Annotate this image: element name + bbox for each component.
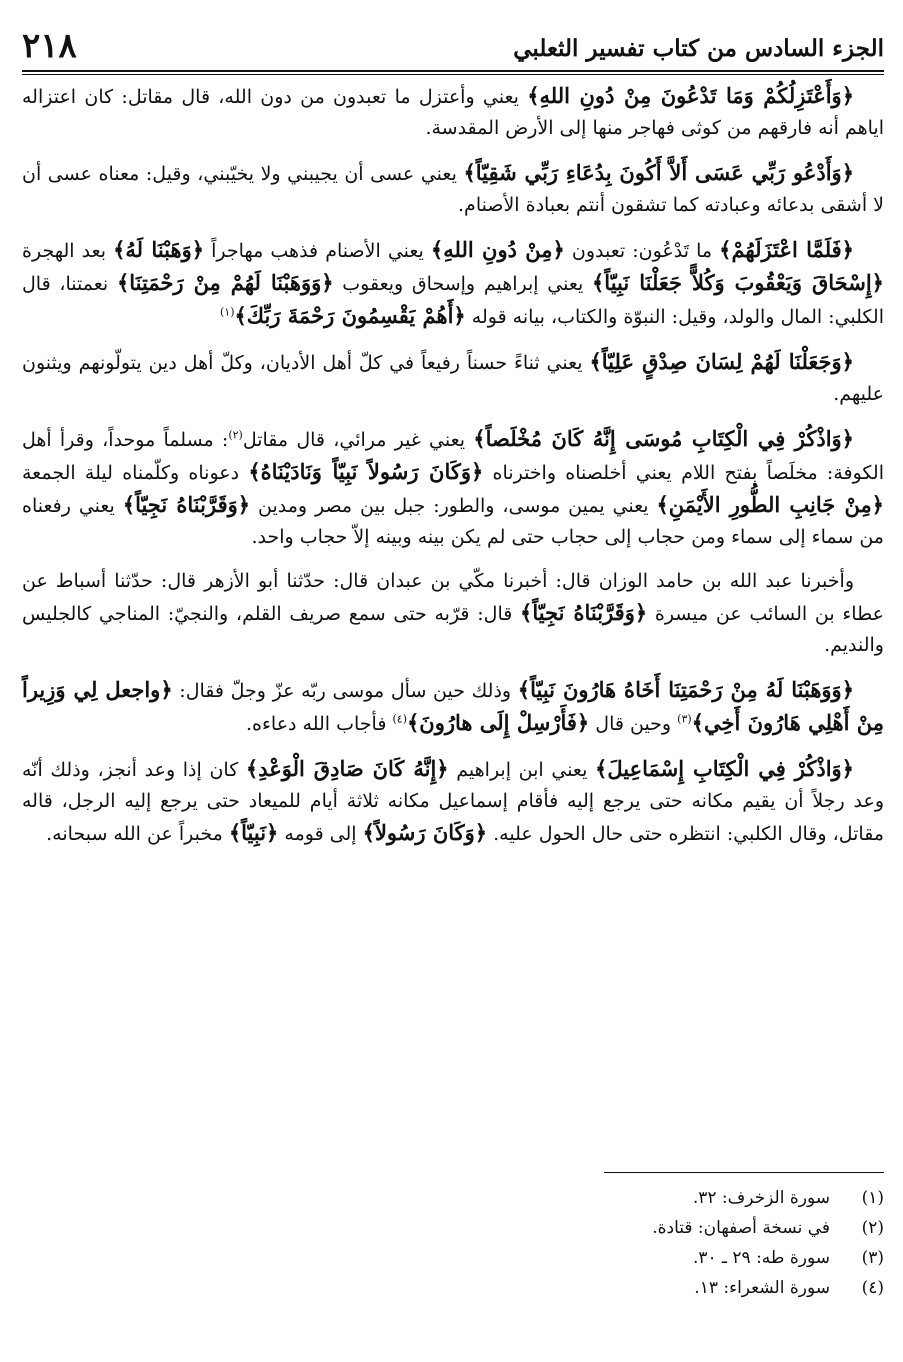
footnote-number: (٤) bbox=[861, 1278, 884, 1298]
commentary-text: : مسلماً موحداً، وقرأ أهل الكوفة: مخلَصاً بفتح اللام يعني أخلصناه واخترناه bbox=[22, 429, 884, 484]
commentary-text: بعد الهجرة bbox=[22, 240, 114, 262]
commentary-text: مخبراً عن الله سبحانه. bbox=[46, 823, 229, 845]
commentary-text: يعني إبراهيم وإسحاق ويعقوب bbox=[333, 273, 592, 295]
commentary-text: يعني يمين موسى، والطور: جبل بين مصر ومدين bbox=[250, 495, 657, 517]
footnote bbox=[22, 1243, 884, 1273]
footnote-number: (١) bbox=[861, 1188, 884, 1208]
quran-quote: ﴿إِنَّهُ كَانَ صَادِقَ الْوَعْدِ﴾ bbox=[245, 756, 449, 781]
paragraph bbox=[22, 234, 884, 333]
quran-quote: ﴿وَكَانَ رَسُولاً﴾ bbox=[362, 820, 488, 845]
page-number: ٢١٨ bbox=[22, 26, 77, 66]
page-header bbox=[22, 20, 884, 66]
footnote-ref: (٢) bbox=[228, 428, 243, 442]
quran-quote: ﴿وَهَبْنَا لَهُ﴾ bbox=[113, 237, 205, 262]
footnote-ref: (٤) bbox=[392, 712, 407, 726]
footnote-ref: (١) bbox=[219, 305, 235, 319]
footnote-ref: (٣) bbox=[677, 712, 692, 726]
quran-quote: ﴿وَأَدْعُو رَبِّي عَسَى أَلاَّ أَكُونَ بِدُعَاءِ رَبِّي شَقِيّاً﴾ bbox=[463, 160, 855, 185]
footnote-text: سورة طه: ٢٩ ـ ٣٠. bbox=[692, 1248, 830, 1268]
header-rule bbox=[22, 70, 884, 75]
quran-quote: ﴿وَكَانَ رَسُولاً نَبِيّاً وَنَادَيْنَاهُ﴾ bbox=[248, 459, 484, 484]
commentary-text: نعمتنا، قال الكلبي: المال والولد، وقيل: النبوّة والكتاب، بيانه قوله bbox=[22, 273, 884, 328]
footnote-separator bbox=[604, 1172, 884, 1173]
paragraph bbox=[22, 753, 884, 850]
running-title: الجزء السادس من كتاب تفسير الثعلبي bbox=[513, 35, 884, 62]
commentary-text: دعوناه وكلّمناه ليلة الجمعة bbox=[22, 462, 249, 484]
quran-quote: ﴿وَاذْكُرْ فِي الْكِتَابِ مُوسَى إِنَّهُ كَانَ مُخْلَصاً﴾ bbox=[473, 426, 854, 451]
quran-quote: ﴿أَهُمْ يَقْسِمُونَ رَحْمَةَ رَبِّكَ﴾ bbox=[234, 303, 466, 328]
commentary-text: فأجاب الله دعاءه. bbox=[245, 713, 393, 735]
commentary-text: يعني وأعتزل ما تعبدون من دون الله، قال مقاتل: كان اعتزاله اياهم أنه فارقهم من كوثى فهاجر منها إلى الأرض المقدسة. bbox=[22, 86, 884, 139]
quran-quote: ﴿فَلَمَّا اعْتَزَلَهُمْ﴾ bbox=[719, 237, 854, 262]
quran-quote: ﴿مِنْ دُونِ اللهِ﴾ bbox=[430, 237, 565, 262]
footnote bbox=[22, 1273, 884, 1303]
quran-quote: ﴿إِسْحَاقَ وَيَعْقُوبَ وَكُلاًّ جَعَلْنَا نَبِيّاً﴾ bbox=[592, 270, 884, 295]
paragraph bbox=[22, 157, 884, 221]
quran-quote: ﴿وَأَعْتَزِلُكُمْ وَمَا تَدْعُونَ مِنْ دُونِ اللهِ﴾ bbox=[527, 83, 855, 108]
commentary-text: كان إذا وعد أنجز، وذلك أنّه وعد رجلاً أن يقيم مكانه حتى يرجع إليه فأقام إسماعيل مكانه ثلاثة أيام للميعاد حتى يرجع إليه الرجل، قاله مقاتل، وقال الكلبي: انتظره حتى حال الحول عليه. bbox=[22, 759, 884, 845]
commentary-text: يعني ثناءً حسناً رفيعاً في كلّ أهل الأديان، وكلّ أهل دين يتولّونهم ويثنون عليهم. bbox=[22, 352, 884, 405]
commentary-text: وحين قال bbox=[589, 713, 678, 735]
commentary-text: ما تَدْعُون: تعبدون bbox=[564, 240, 720, 262]
footnotes bbox=[22, 1183, 884, 1303]
commentary-text: يعني الأصنام فذهب مهاجراً bbox=[204, 240, 431, 262]
footnote-number: (٢) bbox=[861, 1218, 884, 1238]
commentary-text: يعني رفعناه من سماء إلى سماء ومن حجاب إلى حجاب حتى لم يكن بينه وبينه إلاّ حجاب واحد. bbox=[22, 495, 884, 548]
quran-quote: ﴿وَوَهَبْنَا لَهُمْ مِنْ رَحْمَتِنَا﴾ bbox=[116, 270, 334, 295]
quran-quote: ﴿وَجَعَلْنَا لَهُمْ لِسَانَ صِدْقٍ عَلِيّاً﴾ bbox=[589, 349, 854, 374]
commentary-text: يعني غير مرائي، قال مقاتل bbox=[242, 429, 474, 451]
paragraph bbox=[22, 80, 884, 144]
footnote-text: سورة الشعراء: ١٣. bbox=[694, 1278, 830, 1298]
quran-quote: ﴿نَبِيّاً﴾ bbox=[228, 820, 279, 845]
commentary-text: وذلك حين سأل موسى ربّه عزّ وجلّ فقال: bbox=[172, 680, 518, 702]
footnote-text: سورة الزخرف: ٣٢. bbox=[692, 1188, 830, 1208]
commentary-text: يعني ابن إبراهيم bbox=[448, 759, 596, 781]
paragraph bbox=[22, 566, 884, 661]
commentary-text: وأخبرنا عبد الله بن حامد الوزان قال: أخبرنا مكّي بن عبدان قال: حدّثنا أبو الأزهر قال: حدّثنا أسباط عن عطاء بن السائب عن ميسرة bbox=[22, 570, 884, 625]
paragraph bbox=[22, 674, 884, 740]
quran-quote: ﴿وَقَرَّبْنَاهُ نَجِيّاً﴾ bbox=[122, 492, 251, 517]
commentary-text: إلى قومه bbox=[278, 823, 363, 845]
paragraph bbox=[22, 423, 884, 553]
quran-quote: ﴿وَقَرَّبْنَاهُ نَجِيّاً﴾ bbox=[520, 600, 648, 625]
quran-quote: ﴿واجعل لِي وَزِيراً مِنْ أَهْلِي هَارُونَ أَخِي﴾ bbox=[22, 677, 884, 735]
footnote bbox=[22, 1213, 884, 1243]
footnote-text: في نسخة أصفهان: قتادة. bbox=[652, 1218, 830, 1238]
quran-quote: ﴿مِنْ جَانِبِ الطُّورِ الأَيْمَنِ﴾ bbox=[656, 492, 884, 517]
quran-quote: ﴿وَوَهَبْنَا لَهُ مِنْ رَحْمَتِنَا أَخَاهُ هَارُونَ نَبِيّاً﴾ bbox=[517, 677, 855, 702]
quran-quote: ﴿وَاذْكُرْ فِي الْكِتَابِ إِسْمَاعِيلَ﴾ bbox=[595, 756, 854, 781]
commentary-text: قال: قرّبه حتى سمع صريف القلم، والنجيّ: المناجي كالجليس والنديم. bbox=[22, 603, 884, 656]
commentary-text: يعني عسى أن يجيبني ولا يخيّبني، وقيل: معناه عسى أن لا أشقى بدعائه وعبادته كما تشقون أنتم بعبادة الأصنام. bbox=[22, 163, 884, 216]
footnote bbox=[22, 1183, 884, 1213]
paragraph bbox=[22, 346, 884, 410]
footnote-number: (٣) bbox=[861, 1248, 884, 1268]
main-text bbox=[22, 80, 884, 863]
quran-quote: ﴿فَأَرْسِلْ إِلَى هارُونَ﴾ bbox=[406, 710, 590, 735]
